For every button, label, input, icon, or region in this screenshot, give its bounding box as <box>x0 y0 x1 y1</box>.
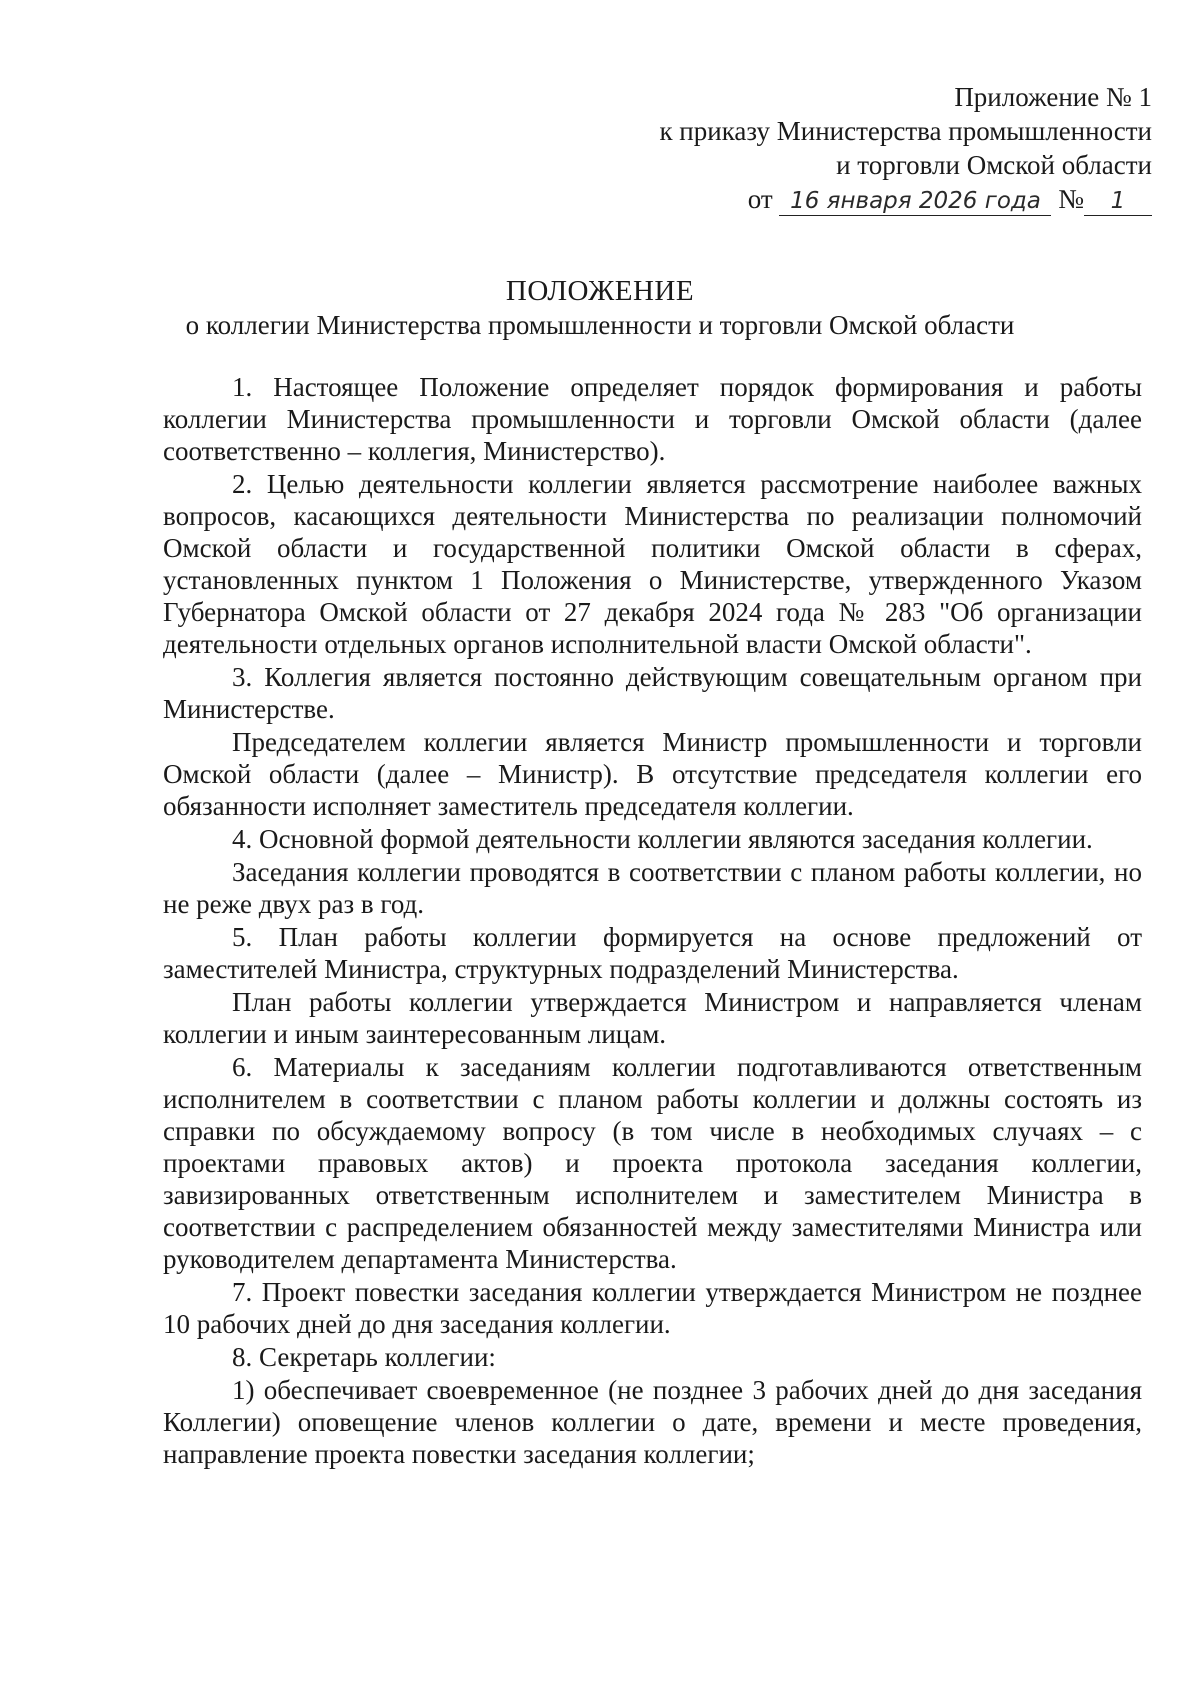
paragraph-6: 6. Материалы к заседаниям коллегии подготавливаются ответственным исполнителем в соответствии с планом работы коллегии и должны состоять из справки по обсуждаемому вопросу (в том числе в необходимых случаях – с проектами правовых актов) и проекта протокола заседания коллегии, завизированных ответственным исполнителем и заместителем Министра в соответствии с распределением обязанностей между заместителями Министра или руководителем департамента Министерства. <box>163 1052 1142 1274</box>
paragraph-4: 4. Основной формой деятельности коллегии являются заседания коллегии. <box>232 824 1093 854</box>
paragraph-4-meetings: Заседания коллегии проводятся в соответствии с планом работы коллегии, но не реже двух раз в год. <box>163 857 1142 919</box>
paragraph-1: 1. Настоящее Положение определяет порядок формирования и работы коллегии Министерства промышленности и торговли Омской области (далее соответственно – коллегия, Министерство). <box>163 372 1142 466</box>
paragraph-7: 7. Проект повестки заседания коллегии утверждается Министром не позднее 10 рабочих дней до дня заседания коллегии. <box>163 1277 1142 1339</box>
handwritten-date: 16 января 2026 года <box>779 187 1051 216</box>
appendix-title: Приложение № 1 <box>954 82 1152 112</box>
appendix-order-ref: к приказу Министерства промышленности <box>659 116 1152 146</box>
order-date-line <box>592 182 1152 216</box>
document-subtitle: о коллегии Министерства промышленности и торговли Омской области <box>185 310 1015 340</box>
handwritten-number: 1 <box>1084 187 1152 216</box>
document-body <box>163 371 1142 1471</box>
paragraph-5: 5. План работы коллегии формируется на основе предложений от заместителей Министра, структурных подразделений Министерства. <box>163 922 1142 984</box>
paragraph-3: 3. Коллегия является постоянно действующим совещательным органом при Министерстве. <box>163 662 1142 724</box>
appendix-header <box>592 80 1152 216</box>
paragraph-3-chair: Председателем коллегии является Министр промышленности и торговли Омской области (далее – Министр). В отсутствие председателя коллегии его обязанности исполняет заместитель председателя коллегии. <box>163 727 1142 821</box>
paragraph-8-1: 1) обеспечивает своевременное (не позднее 3 рабочих дней до дня заседания Коллегии) оповещение членов коллегии о дате, времени и месте проведения, направление проекта повестки заседания коллегии; <box>163 1375 1142 1469</box>
appendix-ministry: и торговли Омской области <box>836 150 1152 180</box>
document-title: ПОЛОЖЕНИЕ <box>505 275 695 307</box>
paragraph-2: 2. Целью деятельности коллегии является рассмотрение наиболее важных вопросов, касающихся деятельности Министерства по реализации полномочий Омской области и государственной политики Омской области в сферах, установленных пунктом 1 Положения о Министерстве, утвержденного Указом Губернатора Омской области от 27 декабря 2024 года № 283 "Об организации деятельности отдельных органов исполнительной власти Омской области". <box>163 469 1142 659</box>
paragraph-5-approval: План работы коллегии утверждается Министром и направляется членам коллегии и иным заинтересованным лицам. <box>163 987 1142 1049</box>
from-label: от <box>747 184 773 214</box>
paragraph-8: 8. Секретарь коллегии: <box>232 1342 496 1372</box>
number-label: № <box>1058 184 1084 214</box>
